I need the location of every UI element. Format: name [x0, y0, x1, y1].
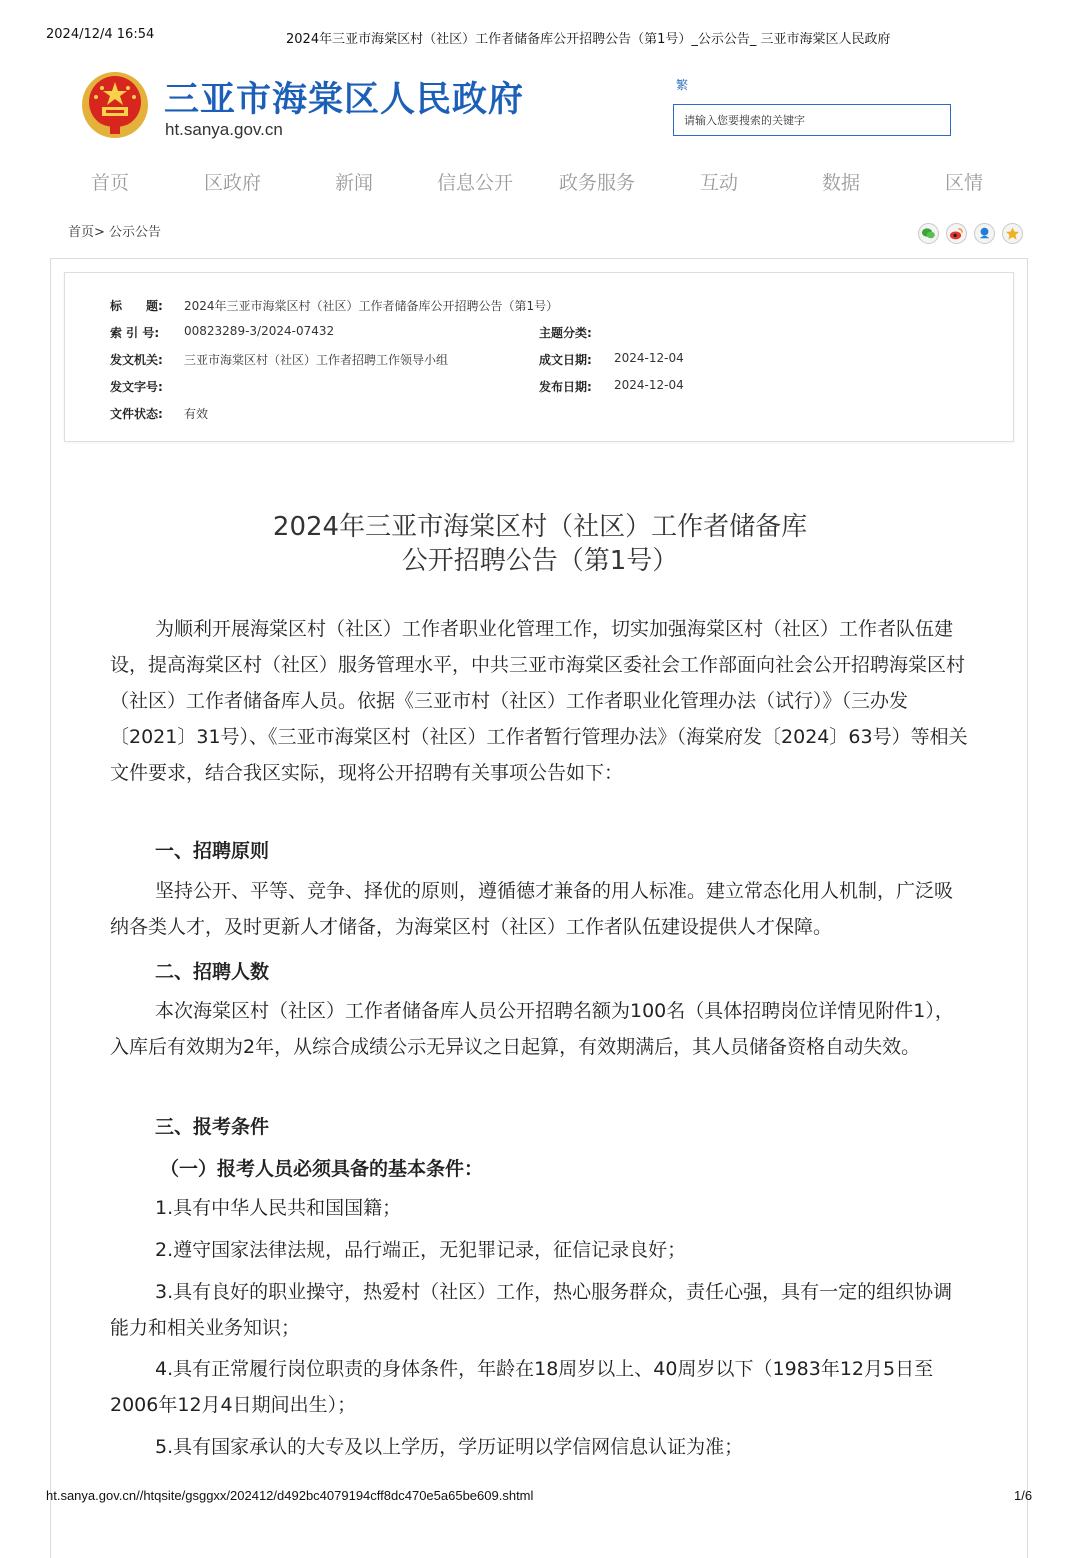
nav-item-info-disclosure[interactable]: 信息公开: [437, 172, 514, 194]
national-emblem-icon[interactable]: [80, 70, 150, 140]
condition-4-text: 4.具有正常履行岗位职责的身体条件，年龄在18周岁以上、40周岁以下（1983年12月5日至2006年12月4日期间出生）；: [110, 1358, 934, 1416]
section-3-heading: 三、报考条件: [155, 1116, 270, 1138]
condition-3-text: 3.具有良好的职业操守，热爱村（社区）工作，热心服务群众，责任心强，具有一定的组织协调能力和相关业务知识；: [110, 1281, 953, 1339]
nav-item-gov-services[interactable]: 政务服务: [559, 172, 636, 194]
meta-issuer-value: 三亚市海棠区村（社区）工作者招聘工作领导小组: [184, 353, 449, 367]
nav-item-home[interactable]: 首页: [91, 172, 130, 194]
meta-issuer-label: 发文机关:: [110, 353, 163, 367]
section-1-heading: 一、招聘原则: [155, 840, 270, 862]
condition-2-text: 2.遵守国家法律法规，品行端正，无犯罪记录，征信记录良好；: [155, 1239, 687, 1261]
section-3-subheading: （一）报考人员必须具备的基本条件：: [160, 1158, 484, 1180]
section-2-heading: 二、招聘人数: [155, 961, 270, 983]
print-page-number: 1/6: [1014, 1488, 1033, 1503]
qzone-icon[interactable]: [974, 223, 995, 244]
section-2-paragraph: 本次海棠区村（社区）工作者储备库人员公开招聘名额为100名（具体招聘岗位详情见附件1），入库后有效期为2年，从综合成绩公示无异议之日起算，有效期满后，其人员储备资格自动失效。: [110, 1000, 954, 1058]
print-header: [0, 0, 1080, 60]
site-name[interactable]: 三亚市海棠区人民政府: [164, 80, 525, 120]
meta-title-label: 标 题:: [110, 299, 163, 313]
nav-item-data[interactable]: 数据: [822, 172, 861, 194]
print-footer: [0, 1488, 1080, 1508]
meta-status-value: 有效: [184, 407, 209, 421]
condition-3: [110, 1274, 970, 1346]
condition-1: [110, 1190, 970, 1226]
intro-paragraph: 为顺利开展海棠区村（社区）工作者职业化管理工作，切实加强海棠区村（社区）工作者队伍建设，提高海棠区村（社区）服务管理水平，中共三亚市海棠区委社会工作部面向社会公开招聘海棠区村（社区）工作者储备库人员。依据《三亚市村（社区）工作者职业化管理办法（试行）》（三办发〔2021〕31号）、《三亚市海棠区村（社区）工作者暂行管理办法》（海棠府发〔2024〕63号）等相关文件要求，结合我区实际，现将公开招聘有关事项公告如下：: [110, 618, 968, 784]
meta-published-label: 发布日期:: [539, 380, 592, 394]
weibo-icon[interactable]: [946, 223, 967, 244]
article-intro: [110, 611, 970, 791]
nav-item-news[interactable]: 新闻: [335, 172, 374, 194]
meta-published-value: 2024-12-04: [614, 378, 684, 392]
print-page-title: 2024年三亚市海棠区村（社区）工作者储备库公开招聘公告（第1号）_公示公告_ 三亚市海棠区人民政府: [286, 32, 891, 47]
meta-status-label: 文件状态:: [110, 407, 163, 421]
meta-docno-label: 发文字号:: [110, 380, 163, 394]
section-2-body: [110, 993, 970, 1065]
meta-created-label: 成文日期:: [539, 353, 592, 367]
main-nav: [0, 168, 1080, 198]
article-title-line-1: 2024年三亚市海棠区村（社区）工作者储备库: [272, 512, 808, 542]
nav-item-district-profile[interactable]: 区情: [945, 172, 984, 194]
share-bar: [918, 223, 1023, 244]
meta-title-value: 2024年三亚市海棠区村（社区）工作者储备库公开招聘公告（第1号）: [184, 299, 559, 313]
nav-item-district-government[interactable]: 区政府: [204, 172, 262, 194]
condition-5: [110, 1429, 970, 1465]
breadcrumb[interactable]: 首页> 公示公告: [68, 225, 162, 240]
site-domain: ht.sanya.gov.cn: [165, 120, 283, 139]
article-title-line-2: 公开招聘公告（第1号）: [401, 546, 679, 576]
section-1-paragraph: 坚持公开、平等、竞争、择优的原则，遵循德才兼备的用人标准。建立常态化用人机制，广泛吸纳各类人才，及时更新人才储备，为海棠区村（社区）工作者队伍建设提供人才保障。: [110, 880, 954, 938]
meta-index-value: 00823289-3/2024-07432: [184, 324, 335, 338]
site-header: [0, 60, 1080, 160]
condition-1-text: 1.具有中华人民共和国国籍；: [155, 1197, 402, 1219]
print-datetime: 2024/12/4 16:54: [46, 27, 155, 42]
meta-created-value: 2024-12-04: [614, 351, 684, 365]
print-footer-url: ht.sanya.gov.cn//htqsite/gsggxx/202412/d492bc4079194cff8dc470e5a65be609.shtml: [46, 1488, 534, 1503]
section-1-body: [110, 873, 970, 945]
traditional-chinese-toggle[interactable]: 繁: [676, 78, 689, 92]
meta-topic-label: 主题分类:: [539, 326, 592, 340]
favorite-icon[interactable]: [1002, 223, 1023, 244]
wechat-icon[interactable]: [918, 223, 939, 244]
condition-2: [110, 1232, 970, 1268]
meta-index-label: 索 引 号:: [110, 326, 160, 340]
nav-item-interaction[interactable]: 互动: [700, 172, 739, 194]
search-input[interactable]: [673, 104, 951, 136]
condition-5-text: 5.具有国家承认的大专及以上学历，学历证明以学信网信息认证为准；: [155, 1436, 744, 1458]
condition-4: [110, 1351, 970, 1423]
